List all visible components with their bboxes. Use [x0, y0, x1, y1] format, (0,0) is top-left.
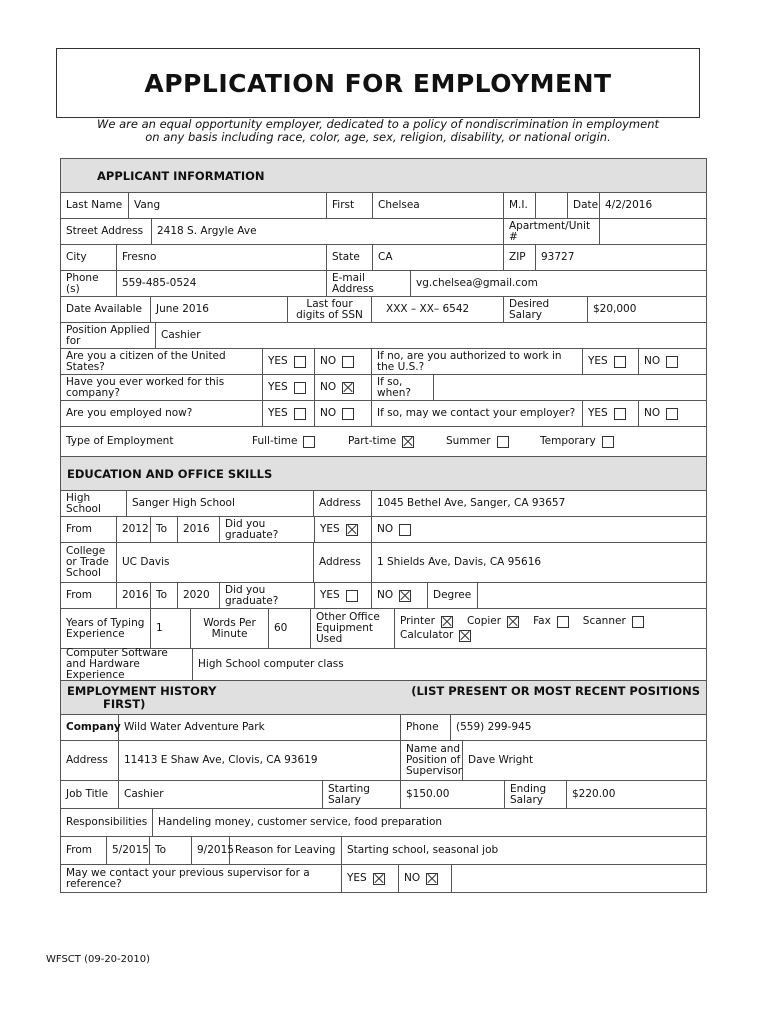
availability-row — [61, 297, 706, 323]
subtitle-line-2: on any basis including race, color, age, sex, religion, disability, or national origin. — [145, 130, 611, 144]
phone-field[interactable]: 559-485-0524 — [117, 271, 327, 296]
reference-row — [61, 865, 706, 893]
employer-address-row — [61, 741, 706, 781]
calculator-option[interactable] — [400, 630, 471, 642]
application-form — [60, 158, 707, 893]
hs-address-label: Address — [314, 491, 372, 516]
employed-yes-option[interactable] — [263, 401, 315, 426]
ssn-field[interactable]: XXX – XX– 6542 — [372, 297, 504, 322]
employed-no-option[interactable] — [315, 401, 372, 426]
software-field[interactable]: High School computer class — [198, 658, 344, 670]
authorized-question: If no, are you authorized to work in the U.S.? — [372, 349, 583, 374]
mi-label: M.I. — [504, 193, 536, 218]
employed-question: Are you employed now? — [61, 401, 263, 426]
contact-no-checkbox[interactable] — [666, 408, 678, 420]
responsibilities-label: Responsibilities — [61, 809, 153, 836]
form-code: WFSCT (09-20-2010) — [46, 954, 150, 965]
reason-label: Reason for Leaving — [230, 837, 342, 864]
fax-checkbox[interactable] — [557, 616, 569, 628]
col-grad-yes-checkbox[interactable] — [346, 590, 358, 602]
first-name-label: First — [327, 193, 373, 218]
employment-heading-tail: FIRST) — [103, 696, 146, 711]
temporary-option[interactable] — [535, 427, 706, 456]
hs-graduate-label: Did you graduate? — [220, 517, 315, 542]
college-row — [61, 543, 706, 583]
typing-field[interactable]: 1 — [151, 609, 191, 648]
no-label: NO — [404, 872, 421, 884]
citizen-no-option[interactable] — [315, 349, 372, 374]
reference-blank — [452, 865, 706, 892]
college-field[interactable]: UC Davis — [117, 543, 314, 582]
no-label: NO — [644, 407, 661, 419]
date-field[interactable]: 4/2/2016 — [605, 199, 653, 211]
employed-no-checkbox[interactable] — [342, 408, 354, 420]
fax-label: Fax — [533, 615, 551, 627]
last-name-field[interactable]: Vang — [129, 193, 327, 218]
street-field[interactable]: 2418 S. Argyle Ave — [152, 219, 504, 244]
when-field[interactable] — [434, 375, 706, 400]
scanner-option[interactable] — [583, 616, 644, 628]
email-label: E-mail Address — [327, 271, 411, 296]
worked-no-checkbox[interactable] — [342, 382, 354, 394]
employer-phone-label: Phone — [401, 715, 451, 740]
position-label: Position Applied for — [61, 323, 156, 348]
summer-option[interactable] — [441, 427, 535, 456]
citizen-question: Are you a citizen of the United States? — [61, 349, 263, 374]
employment-heading-note: (LIST PRESENT OR MOST RECENT POSITIONS — [411, 683, 700, 698]
job-title-label: Job Title — [61, 781, 119, 808]
section-applicant-info: APPLICANT INFORMATION — [61, 159, 706, 193]
equipment-options — [395, 609, 706, 648]
calculator-checkbox[interactable] — [459, 630, 471, 642]
citizen-yes-checkbox[interactable] — [294, 356, 306, 368]
summer-label: Summer — [446, 435, 491, 447]
employment-type-label: Type of Employment — [66, 435, 174, 447]
wpm-label: Words Per Minute — [191, 609, 269, 648]
college-dates-row — [61, 583, 706, 609]
employment-to-field[interactable]: 9/2015 — [192, 837, 230, 864]
subtitle — [56, 118, 700, 144]
reference-no-option[interactable] — [399, 865, 452, 892]
state-field[interactable]: CA — [373, 245, 504, 270]
hs-address-field[interactable]: 1045 Bethel Ave, Sanger, CA 93657 — [377, 497, 566, 509]
reference-yes-checkbox[interactable] — [373, 873, 385, 885]
company-row — [61, 715, 706, 741]
yes-label: YES — [320, 589, 340, 601]
citizen-row — [61, 349, 706, 375]
reference-yes-option[interactable] — [342, 865, 399, 892]
col-to-field[interactable]: 2020 — [178, 583, 220, 608]
yes-label: YES — [347, 872, 367, 884]
summer-checkbox[interactable] — [497, 436, 509, 448]
worked-question: Have you ever worked for this company? — [61, 375, 263, 400]
hs-to-field[interactable]: 2016 — [178, 517, 220, 542]
degree-label: Degree — [428, 583, 478, 608]
subtitle-line-1: We are an equal opportunity employer, dedicated to a policy of nondiscrimination in employment — [96, 117, 659, 131]
no-label: NO — [320, 407, 337, 419]
page-title: APPLICATION FOR EMPLOYMENT — [144, 68, 612, 98]
date-available-field[interactable]: June 2016 — [151, 297, 288, 322]
employer-phone-field[interactable]: (559) 299-945 — [456, 721, 532, 733]
printer-label: Printer — [400, 615, 435, 627]
employer-address-field[interactable]: 11413 E Shaw Ave, Clovis, CA 93619 — [119, 741, 401, 780]
temporary-label: Temporary — [540, 435, 596, 447]
yes-label: YES — [588, 407, 608, 419]
ending-salary-field[interactable]: $220.00 — [572, 788, 616, 800]
hs-dates-row — [61, 517, 706, 543]
yes-label: YES — [588, 355, 608, 367]
city-field[interactable]: Fresno — [117, 245, 327, 270]
employment-to-label: To — [150, 837, 192, 864]
title-box — [56, 48, 700, 118]
temporary-checkbox[interactable] — [602, 436, 614, 448]
copier-label: Copier — [466, 615, 502, 627]
citizen-no-checkbox[interactable] — [342, 356, 354, 368]
high-school-row — [61, 491, 706, 517]
worked-no-option[interactable] — [315, 375, 372, 400]
employment-type-row — [61, 427, 706, 457]
copier-checkbox[interactable] — [507, 616, 519, 628]
yes-label: YES — [268, 407, 288, 419]
worked-yes-option[interactable] — [263, 375, 315, 400]
zip-field[interactable]: 93727 — [541, 251, 575, 263]
software-row — [61, 649, 706, 681]
apt-field[interactable] — [600, 219, 706, 244]
starting-salary-field[interactable]: $150.00 — [401, 781, 505, 808]
first-name-field[interactable]: Chelsea — [373, 193, 504, 218]
employment-heading: EMPLOYMENT HISTORY — [67, 683, 217, 698]
fax-option[interactable] — [533, 616, 569, 628]
hs-grad-yes-option[interactable] — [315, 517, 372, 542]
contact-employer-question: If so, may we contact your employer? — [372, 401, 583, 426]
city-label: City — [61, 245, 117, 270]
name-row — [61, 193, 706, 219]
worked-yes-checkbox[interactable] — [294, 382, 306, 394]
section-education: EDUCATION AND OFFICE SKILLS — [61, 457, 706, 491]
scanner-checkbox[interactable] — [632, 616, 644, 628]
skills-row — [61, 609, 706, 649]
position-field[interactable]: Cashier — [161, 329, 201, 341]
typing-label: Years of Typing Experience — [61, 609, 151, 648]
apt-label: Apartment/Unit # — [504, 219, 600, 244]
part-time-label: Part-time — [348, 435, 397, 447]
contact-no-option[interactable] — [639, 401, 706, 426]
college-address-label: Address — [314, 543, 372, 582]
company-label: Company — [61, 715, 119, 740]
calculator-label: Calculator — [400, 629, 454, 641]
printer-checkbox[interactable] — [441, 616, 453, 628]
employment-from-field[interactable]: 5/2015 — [107, 837, 150, 864]
col-from-label: From — [61, 583, 117, 608]
citizen-yes-option[interactable] — [263, 349, 315, 374]
reason-field[interactable]: Starting school, seasonal job — [347, 844, 499, 856]
authorized-no-checkbox[interactable] — [666, 356, 678, 368]
no-label: NO — [320, 355, 337, 367]
wpm-field[interactable]: 60 — [269, 609, 311, 648]
last-name-label: Last Name — [61, 193, 129, 218]
phone-row — [61, 271, 706, 297]
part-time-checkbox[interactable] — [402, 436, 414, 448]
part-time-option[interactable] — [343, 427, 441, 456]
col-grad-no-option[interactable] — [372, 583, 428, 608]
date-available-label: Date Available — [61, 297, 151, 322]
employed-yes-checkbox[interactable] — [294, 408, 306, 420]
hs-from-label: From — [61, 517, 117, 542]
full-time-checkbox[interactable] — [303, 436, 315, 448]
employed-row — [61, 401, 706, 427]
no-label: NO — [377, 523, 394, 535]
authorized-yes-checkbox[interactable] — [614, 356, 626, 368]
yes-label: YES — [320, 523, 340, 535]
employment-from-label: From — [61, 837, 107, 864]
col-graduate-label: Did you graduate? — [220, 583, 315, 608]
full-time-option[interactable] — [247, 427, 343, 456]
contact-yes-option[interactable] — [583, 401, 639, 426]
street-label: Street Address — [61, 219, 152, 244]
no-label: NO — [320, 381, 337, 393]
degree-field[interactable] — [478, 583, 706, 608]
no-label: NO — [377, 589, 394, 601]
high-school-label: High School — [61, 491, 127, 516]
printer-option[interactable] — [400, 616, 453, 628]
reference-no-checkbox[interactable] — [426, 873, 438, 885]
responsibilities-row — [61, 809, 706, 837]
full-time-label: Full-time — [252, 435, 298, 447]
college-address-field[interactable]: 1 Shields Ave, Davis, CA 95616 — [377, 556, 542, 568]
supervisor-field[interactable]: Dave Wright — [468, 754, 534, 766]
yes-label: YES — [268, 355, 288, 367]
col-grad-no-checkbox[interactable] — [399, 590, 411, 602]
authorized-yes-option[interactable] — [583, 349, 639, 374]
phone-label: Phone (s) — [61, 271, 117, 296]
desired-salary-field[interactable]: $20,000 — [593, 303, 637, 315]
col-from-field[interactable]: 2016 — [117, 583, 151, 608]
copier-option[interactable] — [467, 616, 519, 628]
starting-salary-label: Starting Salary — [323, 781, 401, 808]
email-field[interactable]: vg.chelsea@gmail.com — [416, 277, 538, 289]
col-grad-yes-option[interactable] — [315, 583, 372, 608]
no-label: NO — [644, 355, 661, 367]
section-employment — [61, 681, 706, 715]
scanner-label: Scanner — [582, 615, 626, 627]
state-label: State — [327, 245, 373, 270]
ending-salary-label: Ending Salary — [505, 781, 567, 808]
street-row — [61, 219, 706, 245]
employer-address-label: Address — [61, 741, 119, 780]
company-field[interactable]: Wild Water Adventure Park — [119, 715, 401, 740]
worked-row — [61, 375, 706, 401]
yes-label: YES — [268, 381, 288, 393]
dates-reason-row — [61, 837, 706, 865]
college-label: College or Trade School — [61, 543, 117, 582]
hs-from-field[interactable]: 2012 — [117, 517, 151, 542]
reference-question: May we contact your previous supervisor for a reference? — [61, 865, 342, 892]
contact-yes-checkbox[interactable] — [614, 408, 626, 420]
desired-salary-label: Desired Salary — [504, 297, 588, 322]
hs-grad-no-option[interactable] — [372, 517, 706, 542]
when-label: If so, when? — [372, 375, 434, 400]
job-title-field[interactable]: Cashier — [119, 781, 323, 808]
software-label: Computer Software and Hardware Experience — [61, 649, 193, 680]
zip-label: ZIP — [504, 245, 536, 270]
date-label: Date — [568, 193, 600, 218]
supervisor-label: Name and Position of Supervisor — [401, 741, 463, 780]
hs-to-label: To — [151, 517, 178, 542]
col-to-label: To — [151, 583, 178, 608]
high-school-field[interactable]: Sanger High School — [127, 491, 314, 516]
mi-field[interactable] — [536, 193, 568, 218]
ssn-label: Last four digits of SSN — [288, 297, 372, 322]
hs-grad-no-checkbox[interactable] — [399, 524, 411, 536]
city-row — [61, 245, 706, 271]
position-row — [61, 323, 706, 349]
hs-grad-yes-checkbox[interactable] — [346, 524, 358, 536]
responsibilities-field[interactable]: Handeling money, customer service, food preparation — [158, 816, 443, 828]
equipment-label: Other Office Equipment Used — [311, 609, 395, 648]
job-title-row — [61, 781, 706, 809]
authorized-no-option[interactable] — [639, 349, 706, 374]
